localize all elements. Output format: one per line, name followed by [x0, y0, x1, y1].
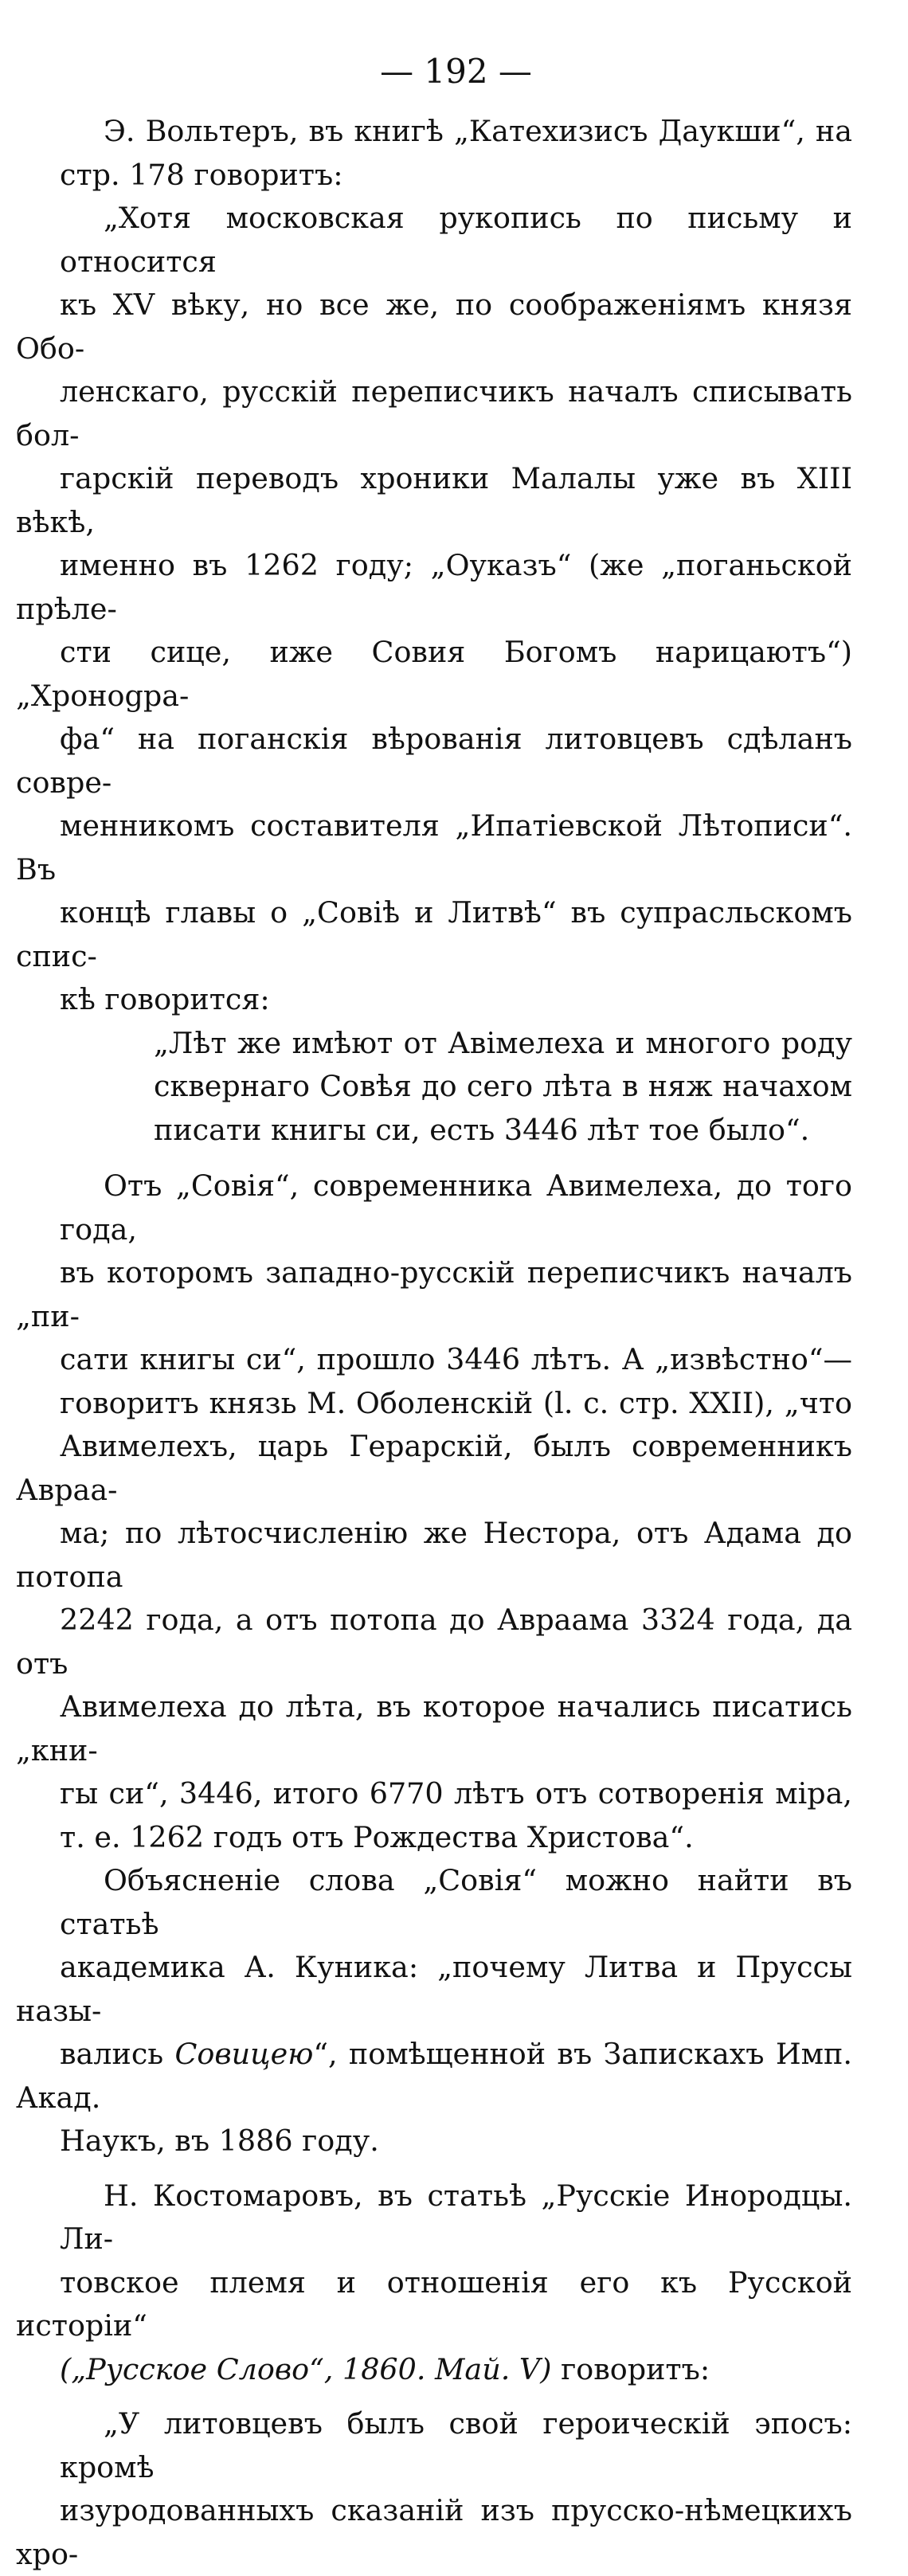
text-line: 2242 года, а отъ потопа до Авраама 3324 года, да отъ [16, 1603, 852, 1681]
text-line: Н. Костомаровъ, въ статьѣ „Русскіе Инородцы. Ли- [60, 2178, 852, 2256]
text-line: къ XV вѣку, но все же, по соображеніямъ князя Обо- [16, 288, 852, 366]
page-number: — 192 — [380, 52, 532, 91]
text-line: т. е. 1262 годъ отъ Рождества Христова“. [60, 1819, 694, 1854]
paragraph-lithuanian-epos [16, 2402, 852, 2576]
text-line: гарскій переводъ хроники Малалы уже въ XIII вѣкѣ, [16, 461, 852, 539]
text-line [16, 2033, 852, 2120]
text-line: Э. Вольтеръ, въ книгѣ „Катехизисъ Даукши“, на [104, 114, 852, 148]
italic-text: („Русское Слово“, 1860. Май. V) [60, 2351, 552, 2386]
block-quote [154, 1022, 852, 1153]
text-line: Отъ „Совія“, современника Авимелеха, до того года, [60, 1169, 852, 1247]
text-line: ленскаго, русскій переписчикъ началъ списывать бол- [16, 374, 852, 452]
paragraph-sovia [16, 1165, 852, 1859]
paragraph-volter-intro [60, 110, 852, 197]
text-line: именно въ 1262 году; „Оуказъ“ (же „поганьской прѣле- [16, 548, 852, 626]
text-line: сти сице, иже Совия Богомъ нарицаютъ“) „Хронogра- [16, 635, 852, 713]
text-line: Авимелехъ, царь Герарскій, былъ современникъ Авраа- [16, 1429, 852, 1507]
text-line: „У литовцевъ былъ свой героическій эпосъ: кромѣ [60, 2406, 852, 2484]
text-line: „Лѣт же имѣют от Авімелеха и многого роду [154, 1025, 852, 1060]
text-line: фа“ на поганскія вѣрованія литовцевъ сдѣланъ совре- [16, 722, 852, 800]
text-line: ма; по лѣтосчисленію же Нестора, отъ Адама до потопа [16, 1516, 852, 1594]
text-run: вались [60, 2037, 175, 2071]
paragraph-quote-moscow-manuscript [16, 197, 852, 1022]
text-line: товское племя и отношенія его къ Русской исторіи“ [16, 2265, 852, 2343]
text-line: сквернаго Совѣя до сего лѣта в няж начахом [154, 1069, 852, 1103]
text-line: стр. 178 говоритъ: [60, 157, 343, 192]
text-line: Объясненіе слова „Совія“ можно найти въ статьѣ [60, 1863, 852, 1941]
text-line: менникомъ составителя „Ипатіевской Лѣтописи“. Въ [16, 808, 852, 887]
book-page [16, 48, 852, 2576]
text-line [16, 2348, 852, 2392]
text-line: кѣ говорится: [60, 982, 270, 1016]
text-line: сати книгы си“, прошло 3446 лѣтъ. А „извѣстно“— [60, 1342, 852, 1376]
text-line: концѣ главы о „Совіѣ и Литвѣ“ въ супрасльскомъ спис- [16, 895, 852, 973]
text-line: гы си“, 3446, итого 6770 лѣтъ отъ сотворенія міра, [60, 1776, 852, 1811]
text-line: Наукъ, въ 1886 году. [60, 2124, 379, 2158]
italic-text: Совицею [174, 2037, 314, 2071]
text-run: “, помѣщенной въ Запискахъ Имп. Акад. [16, 2037, 852, 2115]
text-line: писати книгы си, есть 3446 лѣт тое было“. [154, 1112, 810, 1147]
text-line: „Хотя московская рукопись по письму и относится [60, 201, 852, 279]
text-line: въ которомъ западно-русскій переписчикъ началъ „пи- [16, 1255, 852, 1333]
paragraph-kostomarov [16, 2175, 852, 2392]
text-line: Авимелеха до лѣта, въ которое начались писатись „кни- [16, 1689, 852, 1768]
text-line: изуродованныхъ сказаній изъ прусско-нѣмецкихъ хро- [16, 2493, 852, 2571]
text-line: академика А. Куника: „почему Литва и Пруссы назы- [16, 1950, 852, 2028]
text-line: говоритъ князь М. Оболенскій (l. c. стр. XXII), „что [60, 1385, 852, 1420]
paragraph-kunik [16, 1859, 852, 2163]
text-run: говоритъ: [551, 2351, 710, 2386]
